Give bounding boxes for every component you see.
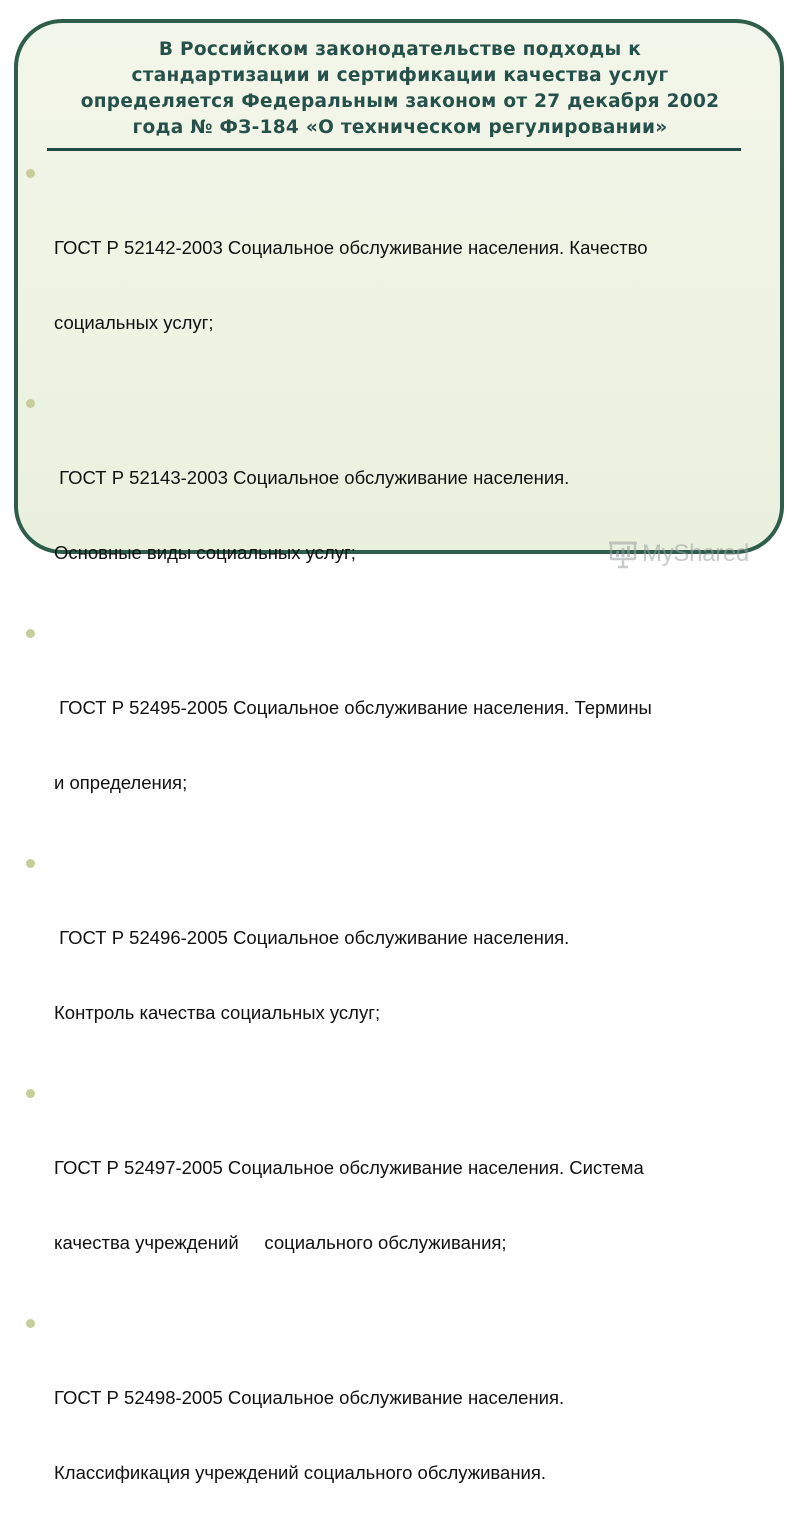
bullet-icon — [26, 629, 35, 638]
bullet-icon — [26, 859, 35, 868]
presentation-board-icon — [608, 539, 638, 569]
item-line: Контроль качества социальных услуг; — [54, 1002, 381, 1023]
item-line: Классификация учреждений социального обслуживания. — [54, 1462, 547, 1483]
slide-title — [30, 37, 770, 141]
item-line: ГОСТ Р 52142-2003 Социальное обслуживание населения. Качество — [54, 237, 648, 258]
item-line: ГОСТ Р 52143-2003 Социальное обслуживание населения. — [54, 467, 570, 488]
title-line: В Российском законодательстве подходы к — [158, 39, 642, 60]
list-item — [22, 1080, 782, 1305]
title-line: года № ФЗ-184 «О техническом регулировании» — [132, 117, 668, 138]
item-line: ГОСТ Р 52497-2005 Социальное обслуживание населения. Система — [54, 1157, 644, 1178]
title-line: стандартизации и сертификации качества услуг — [131, 65, 669, 86]
bullet-icon — [26, 1319, 35, 1328]
item-line: ГОСТ Р 52496-2005 Социальное обслуживание населения. — [54, 927, 570, 948]
item-line: качества учреждений социального обслуживания; — [54, 1232, 507, 1253]
item-line: ГОСТ Р 52498-2005 Социальное обслуживание населения. — [54, 1387, 565, 1408]
standards-list — [22, 160, 782, 1540]
item-line: ГОСТ Р 52495-2005 Социальное обслуживание населения. Термины — [54, 697, 652, 718]
title-divider — [47, 148, 741, 151]
list-item — [22, 1310, 782, 1535]
watermark-text: MyShared — [642, 540, 749, 567]
item-line: Основные виды социальных услуг; — [54, 542, 356, 563]
watermark — [608, 536, 749, 572]
list-item — [22, 620, 782, 845]
bullet-icon — [26, 399, 35, 408]
title-line: определяется Федеральным законом от 27 декабря 2002 — [80, 91, 720, 112]
item-line: и определения; — [54, 772, 188, 793]
item-line: социальных услуг; — [54, 312, 214, 333]
bullet-icon — [26, 1089, 35, 1098]
list-item — [22, 160, 782, 385]
bullet-icon — [26, 169, 35, 178]
list-item — [22, 390, 782, 615]
list-item — [22, 850, 782, 1075]
